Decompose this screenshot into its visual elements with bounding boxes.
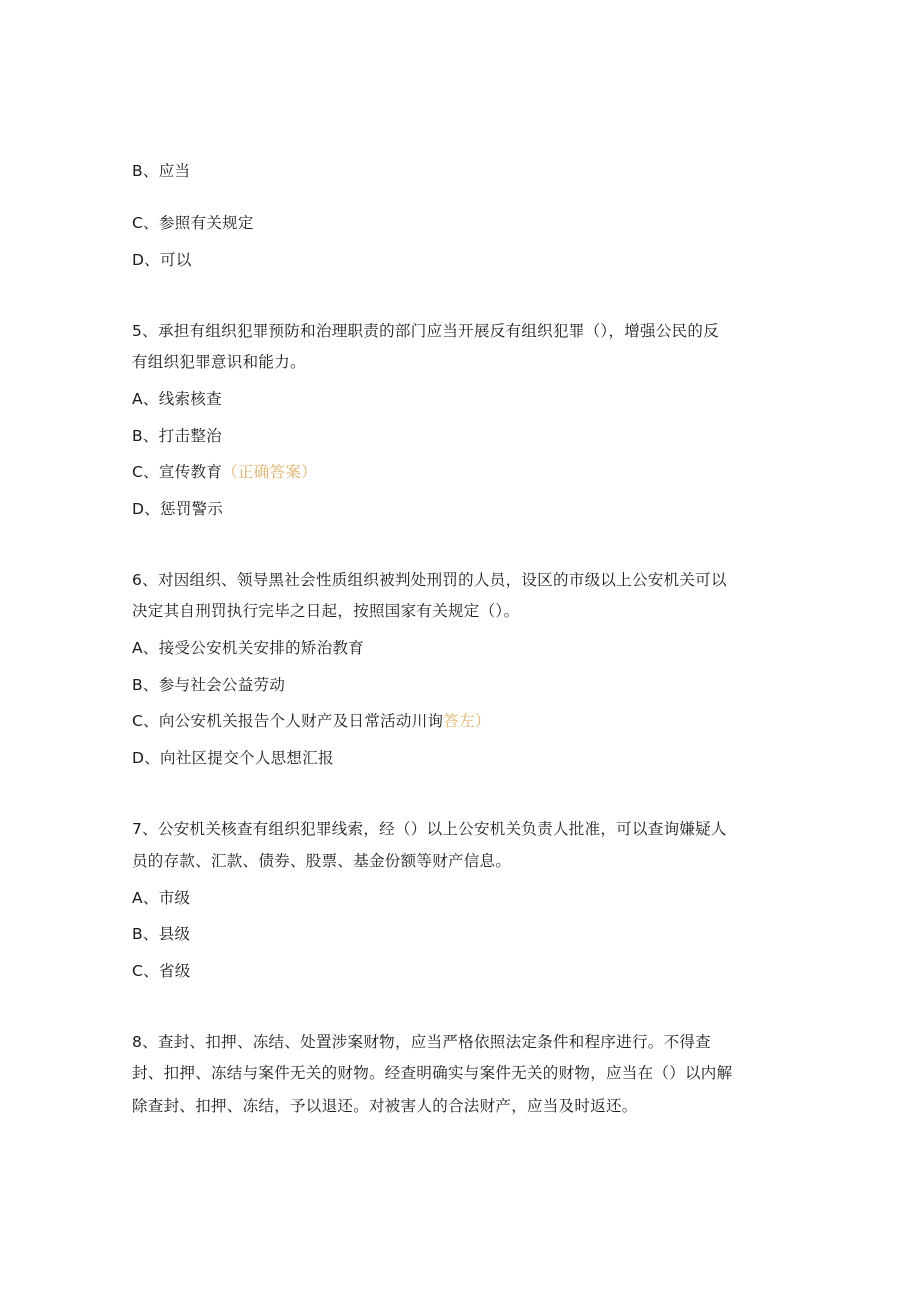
q6-option-d: D、向社区提交个人思想汇报 <box>132 749 334 767</box>
q8-stem-line1: 8、查封、扣押、冻结、处置涉案财物，应当严格依照法定条件和程序进行。不得查 <box>132 1033 711 1051</box>
q8-stem-line3: 除查封、扣押、冻结，予以退还。对被害人的合法财产，应当及时返还。 <box>132 1097 638 1115</box>
q5-correct-answer-mark: （正确答案） <box>222 463 317 481</box>
q5-option-c-text: C、宣传教育 <box>132 463 223 481</box>
q7-option-a: A、市级 <box>132 889 191 907</box>
q6-correct-answer-mark: 答左） <box>443 712 491 730</box>
q5-option-b: B、打击整治 <box>132 427 222 445</box>
q5-option-a: A、线索核查 <box>132 390 222 408</box>
q4-option-d: D、可以 <box>132 251 192 269</box>
q6-option-c <box>132 710 491 732</box>
q5-stem-line1: 5、承担有组织犯罪预防和治理职责的部门应当开展反有组织犯罪（），增强公民的反 <box>132 322 720 340</box>
q6-stem-line2: 决定其自刑罚执行完毕之日起，按照国家有关规定（）。 <box>132 602 520 620</box>
q5-option-d: D、惩罚警示 <box>132 500 224 518</box>
q7-stem-line2: 员的存款、汇款、债券、股票、基金份额等财产信息。 <box>132 852 512 870</box>
q4-option-b: B、应当 <box>132 162 191 180</box>
q5-stem-line2: 有组织犯罪意识和能力。 <box>132 353 306 371</box>
q7-option-c: C、省级 <box>132 962 191 980</box>
q6-option-a: A、接受公安机关安排的矫治教育 <box>132 639 365 657</box>
q6-stem-line1: 6、对因组织、领导黑社会性质组织被判处刑罚的人员，设区的市级以上公安机关可以 <box>132 571 727 589</box>
q6-option-b: B、参与社会公益劳动 <box>132 676 286 694</box>
q5-option-c <box>132 461 317 483</box>
q8-stem-line2: 封、扣押、冻结与案件无关的财物。经查明确实与案件无关的财物，应当在（）以内解 <box>132 1064 733 1082</box>
q4-option-c: C、参照有关规定 <box>132 214 254 232</box>
q7-option-b: B、县级 <box>132 925 191 943</box>
q7-stem-line1: 7、公安机关核查有组织犯罪线索，经（）以上公安机关负责人批准，可以查询嫌疑人 <box>132 820 727 838</box>
q6-option-c-text: C、向公安机关报告个人财产及日常活动川询 <box>132 712 444 730</box>
